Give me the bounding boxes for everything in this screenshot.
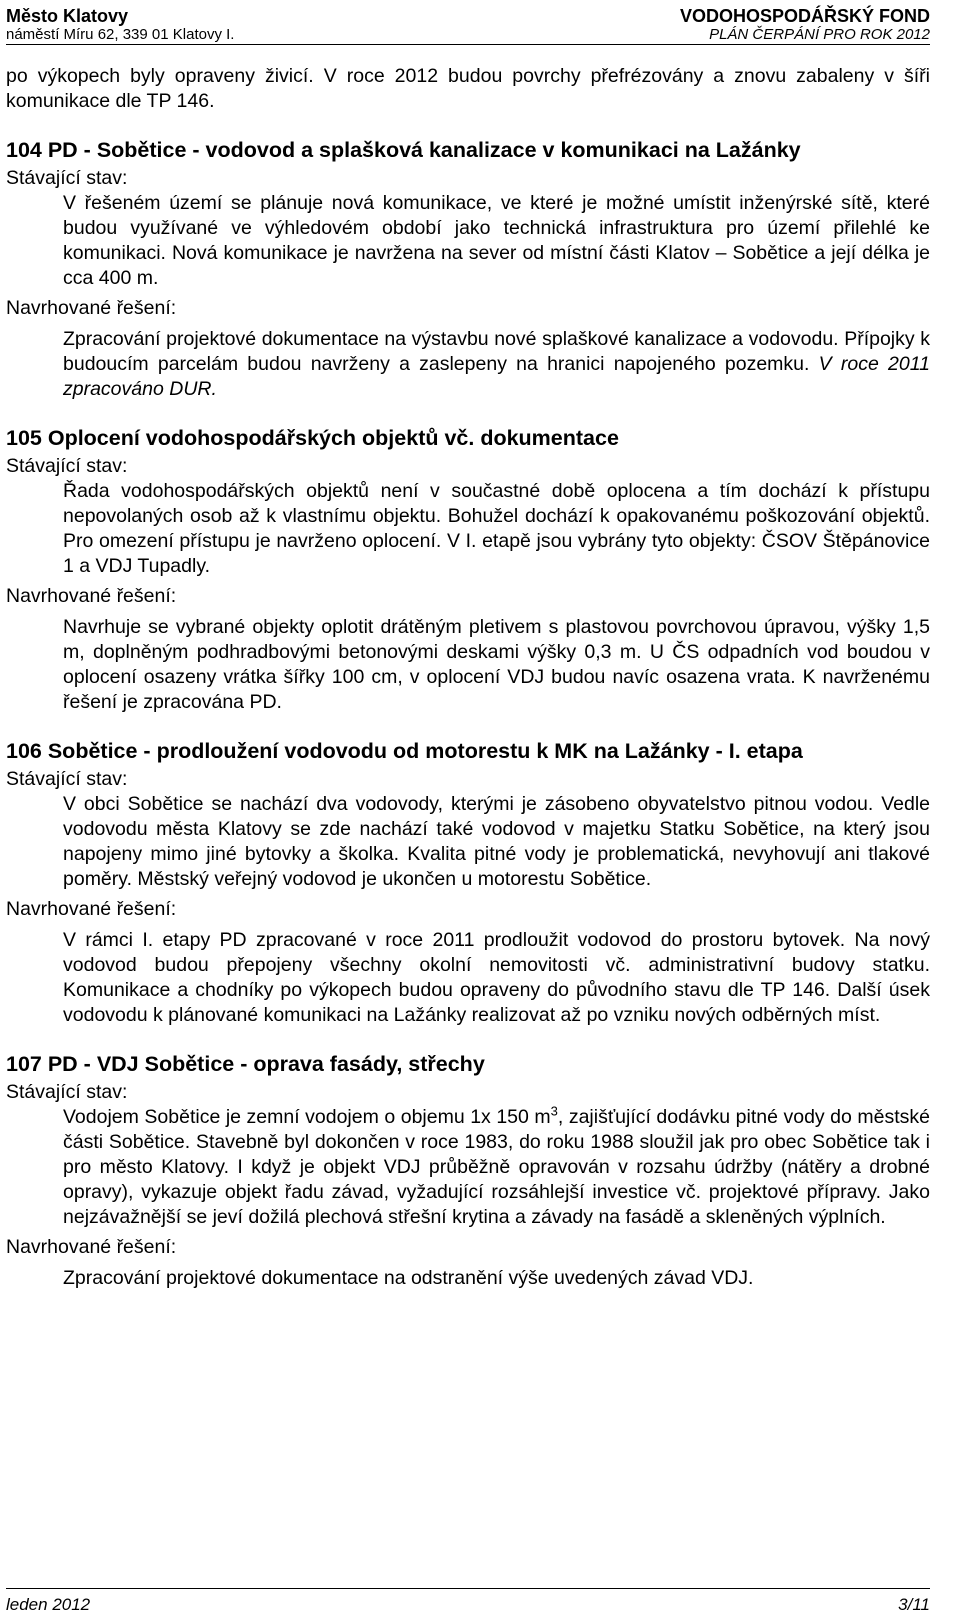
section-107-state-sup: 3	[550, 1103, 558, 1119]
footer-date: leden 2012	[6, 1595, 91, 1614]
page-footer	[6, 1588, 930, 1614]
section-106-state-text: V obci Sobětice se nachází dva vodovody, kterými je zásobeno obyvatelstvo pitnou vodou. Vedle vodovodu města Klatovy se zde nachází také vodovod v majetku Statku Sobětice, na který jsou napojeny mimo jiné bytovky a školka. Kvalita pitné vody je problematická, nevyhovují ani tlakové poměry. Městský veřejný vodovod je ukončen u motorestu Sobětice.	[63, 793, 930, 890]
section-105-solution-label: Navrhované řešení:	[6, 585, 177, 607]
footer-page-number: 3/11	[898, 1595, 930, 1614]
section-107-heading: 107 PD - VDJ Sobětice - oprava fasády, střechy	[6, 1052, 485, 1076]
section-104-solution-label: Navrhované řešení:	[6, 297, 177, 319]
section-107-state-label: Stávající stav:	[6, 1081, 128, 1103]
section-106-heading: 106 Sobětice - prodloužení vodovodu od motorestu k MK na Lažánky - I. etapa	[6, 739, 803, 763]
section-106-state-label: Stávající stav:	[6, 768, 128, 790]
section-107-solution-text: Zpracování projektové dokumentace na odstranění výše uvedených závad VDJ.	[63, 1267, 754, 1289]
section-105-solution-text: Navrhuje se vybrané objekty oplotit drátěným pletivem s plastovou povrchovou úpravou, výšky 1,5 m, doplněným podhradbovými betonovými deskami výšky 0,3 m. U ČS odpadních vod boudou v oplocení osazeny vrátka šířky 100 cm, v oplocení VDJ budou navíc osazena vrata. K navrženému řešení je zpracována PD.	[63, 616, 930, 713]
page-header	[6, 4, 930, 45]
section-105-heading: 105 Oplocení vodohospodářských objektů vč. dokumentace	[6, 426, 619, 450]
section-104-state-label: Stávající stav:	[6, 167, 128, 189]
header-address: náměstí Míru 62, 339 01 Klatovy I.	[6, 26, 235, 43]
section-106-solution-text: V rámci I. etapy PD zpracované v roce 2011 prodloužit vodovod do prostoru bytovek. Na nový vodovod budou přepojeny všechny okolní nemovitosti vč. administrativní budovy statku. Komunikace a chodníky po výkopech budou opraveny do původního stavu dle TP 146. Další úsek vodovodu k plánované komunikaci na Lažánky realizovat až po vzniku nových odběrných míst.	[63, 929, 930, 1026]
section-107-solution-label: Navrhované řešení:	[6, 1236, 177, 1258]
intro-paragraph: po výkopech byly opraveny živicí. V roce 2012 budou povrchy přefrézovány a znovu zabaleny v šíři komunikace dle TP 146.	[6, 65, 930, 112]
section-104-solution-text: Zpracování projektové dokumentace na výstavbu nové splaškové kanalizace a vodovodu. Přípojky k budoucím parcelám budou navrženy a zaslepeny na hranici napojeného pozemku.	[63, 328, 930, 375]
section-104-solution	[6, 327, 930, 402]
section-104-heading: 104 PD - Sobětice - vodovod a splašková kanalizace v komunikaci na Lažánky	[6, 138, 801, 162]
section-107-state-text-a: Vodojem Sobětice je zemní vodojem o objemu 1x 150 m	[63, 1106, 551, 1128]
section-105-state-label: Stávající stav:	[6, 455, 128, 477]
header-city-title: Město Klatovy	[6, 6, 129, 26]
section-104-state-text: V řešeném území se plánuje nová komunikace, ve které je možné umístit inženýrské sítě, které budou využívané ve výhledovém období jako technická infrastruktura pro území přilehlé ke komunikaci. Nová komunikace je navržena na sever od místní části Klatov – Sobětice a její délka je cca 400 m.	[63, 192, 930, 289]
section-107-state	[6, 1105, 930, 1230]
section-105-state-text: Řada vodohospodářských objektů není v součastné době oplocena a tím dochází k přístupu nepovolaných osob až k vlastnímu objektu. Bohužel dochází k opakovanému poškozování objektů. Pro omezení přístupu je navrženo oplocení. V I. etapě jsou vybrány tyto objekty: ČSOV Štěpánovice 1 a VDJ Tupadly.	[63, 480, 930, 577]
section-104-solution-note: V roce 2011 zpracováno DUR.	[63, 353, 930, 400]
header-plan-subtitle: PLÁN ČERPÁNÍ PRO ROK 2012	[709, 26, 930, 43]
section-107-state-text-b: , zajišťující dodávku pitné vody do městské části Sobětice. Stavebně byl dokončen v roce 1983, do roku 1988 sloužil jak pro obec Sobětice tak i pro město Klatovy. I když je objekt VDJ průběžně opravován v rozsahu údržby (nátěry a drobné opravy), vykazuje objekt řadu závad, vyžadující rozsáhlejší investice vč. projektové přípravy. Jako nejzávažnější se jeví dožilá plechová střešní krytina a závady na fasádě a skleněných výplních.	[63, 1106, 930, 1228]
document-body	[6, 64, 930, 1291]
header-fund-title: VODOHOSPODÁŘSKÝ FOND	[679, 6, 930, 26]
section-106-solution-label: Navrhované řešení:	[6, 898, 177, 920]
